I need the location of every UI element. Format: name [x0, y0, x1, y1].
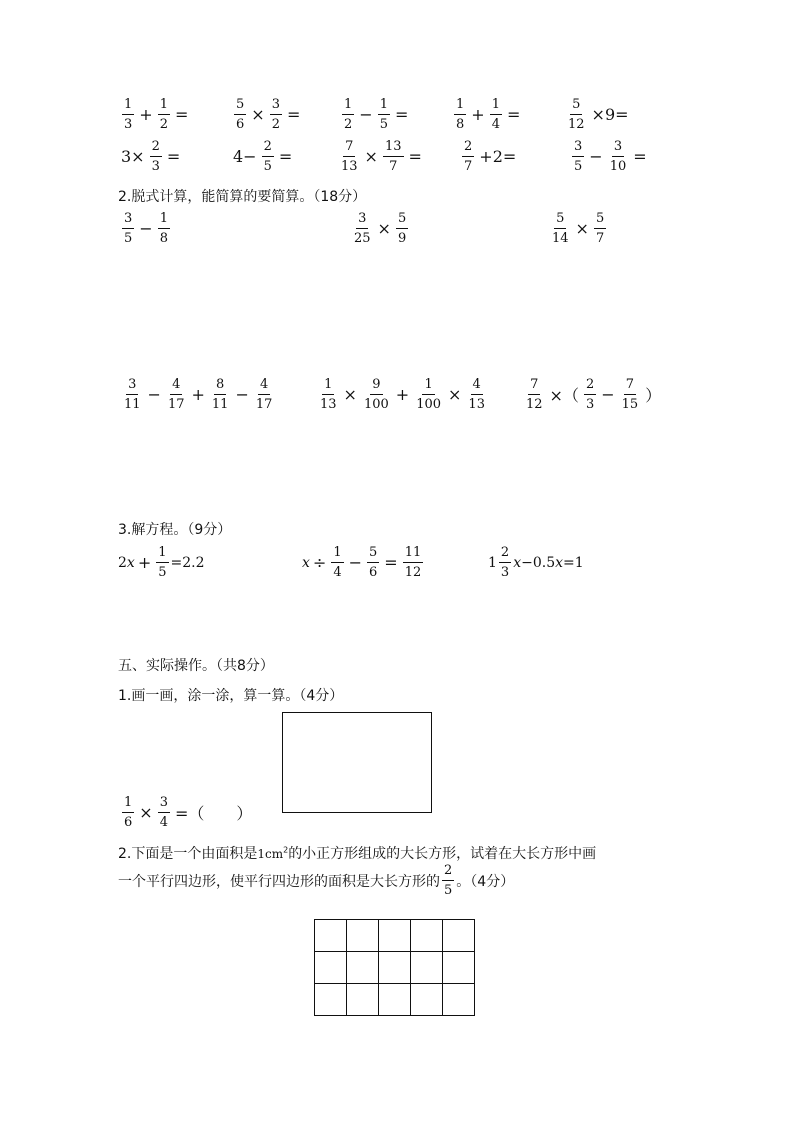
- fraction: $\frac{5}{12}$: [568, 97, 585, 132]
- grid-cell[interactable]: [347, 920, 379, 952]
- fraction: $\frac{1}{2}$: [344, 97, 353, 132]
- grid-cell[interactable]: [379, 952, 411, 984]
- fraction: $\frac{1}{8}$: [159, 211, 168, 246]
- fraction: $\frac{1}{5}$: [379, 97, 388, 132]
- fraction: $\frac{1}{2}$: [159, 97, 168, 132]
- drawing-rectangle[interactable]: [282, 712, 432, 813]
- oral-calc-2-3: $\frac{7}{13}$ × $\frac{13}{7}$ =: [341, 139, 422, 174]
- section-3-title: 3.解方程。（9分）: [118, 522, 232, 538]
- grid-row: [315, 920, 475, 952]
- oral-calc-2-1: 3× $\frac{2}{3}$ =: [121, 139, 181, 174]
- grid-row: [315, 952, 475, 984]
- fraction: $\frac{2}{3}$: [585, 377, 595, 412]
- grid-cell[interactable]: [315, 984, 347, 1016]
- fraction: $\frac{1}{6}$: [124, 795, 133, 830]
- fraction: $\frac{7}{15}$: [621, 377, 639, 412]
- fraction: $\frac{5}{7}$: [595, 211, 605, 246]
- question-2-line-1: 2.下面是一个由面积是$1cm^2$的小正方形组成的大长方形，试着在大长方形中画: [118, 845, 597, 862]
- grid-cell[interactable]: [315, 920, 347, 952]
- fraction: $\frac{3}{11}$: [124, 377, 141, 412]
- equation-3: 1 $\frac{2}{3}$ x −0.5 x =1: [488, 545, 584, 580]
- equation-1: 2 x + $\frac{1}{5}$ =2.2: [118, 545, 205, 580]
- fraction: $\frac{2}{5}$: [444, 863, 453, 898]
- fraction: $\frac{3}{25}$: [354, 211, 371, 246]
- grid-cell[interactable]: [443, 920, 475, 952]
- oral-calc-1-3: $\frac{1}{2}$ − $\frac{1}{5}$ =: [344, 97, 409, 132]
- question-1-expression: $\frac{1}{6}$ × $\frac{3}{4}$ =（ ）: [124, 795, 253, 830]
- fraction: $\frac{3}{4}$: [159, 795, 168, 830]
- fraction: $\frac{1}{4}$: [491, 97, 500, 132]
- square-grid[interactable]: [314, 919, 475, 1016]
- step-calc-3: $\frac{5}{14}$ × $\frac{5}{7}$: [552, 211, 605, 246]
- fraction: $\frac{11}{12}$: [404, 545, 422, 580]
- fraction: $\frac{1}{5}$: [158, 545, 167, 580]
- fraction: $\frac{1}{3}$: [124, 97, 133, 132]
- oral-calc-1-1: $\frac{1}{3}$ + $\frac{1}{2}$ =: [124, 97, 189, 132]
- grid-cell[interactable]: [347, 984, 379, 1016]
- fraction: $\frac{1}{13}$: [320, 377, 337, 412]
- fraction: $\frac{1}{100}$: [416, 377, 442, 412]
- fraction: $\frac{5}{6}$: [369, 545, 378, 580]
- grid-cell[interactable]: [379, 920, 411, 952]
- oral-calc-1-4: $\frac{1}{8}$ + $\frac{1}{4}$ =: [456, 97, 521, 132]
- fraction: $\frac{7}{12}$: [526, 377, 543, 412]
- fraction: $\frac{3}{10}$: [609, 139, 627, 174]
- fraction: $\frac{3}{2}$: [271, 97, 280, 132]
- fraction: $\frac{13}{7}$: [384, 139, 402, 174]
- fraction: $\frac{7}{13}$: [341, 139, 358, 174]
- fraction: $\frac{1}{4}$: [333, 545, 342, 580]
- fraction: $\frac{5}{9}$: [397, 211, 407, 246]
- question-2-line-2: 一个平行四边形，使平行四边形的面积是大长方形的 $\frac{2}{5}$ 。（4分）: [118, 863, 515, 898]
- fraction: $\frac{3}{5}$: [574, 139, 583, 174]
- step-calc-6: $\frac{7}{12}$ ×（ $\frac{2}{3}$ − $\frac{7}{15}$ ）: [526, 377, 662, 412]
- fraction: $\frac{4}{17}$: [255, 377, 273, 412]
- grid-cell[interactable]: [411, 984, 443, 1016]
- fraction: $\frac{5}{6}$: [236, 97, 245, 132]
- oral-calc-1-5: $\frac{5}{12}$ ×9=: [568, 97, 629, 132]
- fraction: $\frac{2}{3}$: [500, 545, 510, 580]
- grid-cell[interactable]: [379, 984, 411, 1016]
- fraction: $\frac{9}{100}$: [363, 377, 389, 412]
- step-calc-4: $\frac{3}{11}$ − $\frac{4}{17}$ + $\frac{8}{11}$ − $\frac{4}{17}$: [124, 377, 273, 412]
- equation-2: x ÷ $\frac{1}{4}$ − $\frac{5}{6}$ = $\frac{11}{12}$: [302, 545, 422, 580]
- grid-row: [315, 984, 475, 1016]
- grid-cell[interactable]: [411, 920, 443, 952]
- oral-calc-2-5: $\frac{3}{5}$ − $\frac{3}{10}$ =: [574, 139, 647, 174]
- question-1-title: 1.画一画，涂一涂，算一算。（4分）: [118, 688, 344, 704]
- fraction: $\frac{2}{7}$: [464, 139, 473, 174]
- step-calc-2: $\frac{3}{25}$ × $\frac{5}{9}$: [354, 211, 407, 246]
- grid-cell[interactable]: [411, 952, 443, 984]
- fraction: $\frac{5}{14}$: [552, 211, 569, 246]
- oral-calc-1-2: $\frac{5}{6}$ × $\frac{3}{2}$ =: [236, 97, 301, 132]
- section-2-title: 2.脱式计算，能简算的要简算。（18分）: [118, 189, 367, 205]
- step-calc-1: $\frac{3}{5}$ − $\frac{1}{8}$: [124, 211, 168, 246]
- fraction: $\frac{3}{5}$: [124, 211, 133, 246]
- oral-calc-2-2: 4− $\frac{2}{5}$ =: [233, 139, 293, 174]
- grid-cell[interactable]: [443, 952, 475, 984]
- section-5-title: 五、实际操作。（共8分）: [118, 658, 274, 674]
- fraction: $\frac{4}{17}$: [167, 377, 185, 412]
- fraction: $\frac{2}{3}$: [151, 139, 160, 174]
- grid-cell[interactable]: [347, 952, 379, 984]
- grid-cell[interactable]: [315, 952, 347, 984]
- oral-calc-2-4: $\frac{2}{7}$ +2=: [464, 139, 517, 174]
- fraction: $\frac{8}{11}$: [211, 377, 229, 412]
- fraction: $\frac{1}{8}$: [456, 97, 465, 132]
- fraction: $\frac{2}{5}$: [263, 139, 272, 174]
- answer-blank[interactable]: =（ ）: [174, 804, 253, 823]
- step-calc-5: $\frac{1}{13}$ × $\frac{9}{100}$ + $\frac{1}{100}$ × $\frac{4}{13}$: [320, 377, 485, 412]
- grid-cell[interactable]: [443, 984, 475, 1016]
- fraction: $\frac{4}{13}$: [468, 377, 485, 412]
